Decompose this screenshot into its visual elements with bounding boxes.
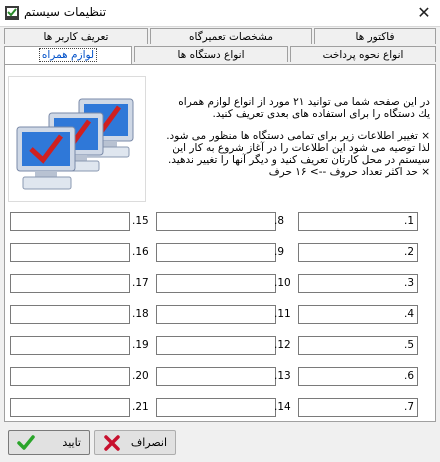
checkmark-icon [17, 434, 35, 452]
computers-check-icon [9, 77, 145, 201]
info-line: لذا توصیه می شود این اطلاعات را در آغاز شروع به کار این [172, 142, 430, 154]
accessory-field-21[interactable] [10, 398, 130, 417]
field-number-label: .19 [132, 339, 149, 351]
field-number-label: .5 [404, 339, 415, 351]
accessory-field-3[interactable] [298, 274, 418, 293]
info-line: يك دستگاه را برای استفاده های بعدی تعریف کنید. [212, 108, 430, 120]
field-number-label: .18 [132, 308, 149, 320]
accessory-field-20[interactable] [10, 367, 130, 386]
field-number-label: .7 [404, 401, 415, 413]
accessory-field-18[interactable] [10, 305, 130, 324]
field-number-label: .2 [404, 246, 415, 258]
field-number-label: .13 [274, 370, 291, 382]
accessory-field-12[interactable] [156, 336, 276, 355]
info-line: سیستم در محل کارتان تعریف کنید و دیگر آنها را تغییر ندهید. [167, 154, 430, 166]
tab-accessories[interactable]: لوازم همراه [4, 46, 132, 64]
field-number-label: .6 [404, 370, 415, 382]
accessory-field-7[interactable] [298, 398, 418, 417]
accessory-field-16[interactable] [10, 243, 130, 262]
tab-invoices[interactable]: فاکتور ها [314, 28, 436, 44]
field-number-label: .21 [132, 401, 149, 413]
accessory-field-15[interactable] [10, 212, 130, 231]
info-text [150, 96, 430, 178]
accessory-field-2[interactable] [298, 243, 418, 262]
ok-button[interactable]: تایید [8, 430, 90, 455]
field-number-label: .9 [274, 246, 285, 258]
field-number-label: .11 [274, 308, 291, 320]
field-number-label: .16 [132, 246, 149, 258]
accessory-field-13[interactable] [156, 367, 276, 386]
field-number-label: .3 [404, 277, 415, 289]
accessory-field-17[interactable] [10, 274, 130, 293]
accessory-field-6[interactable] [298, 367, 418, 386]
tab-define-users[interactable]: تعریف کاربر ها [4, 28, 148, 44]
accessory-field-14[interactable] [156, 398, 276, 417]
app-icon [4, 5, 20, 21]
close-icon[interactable]: ✕ [417, 3, 431, 22]
field-number-label: .8 [274, 215, 285, 227]
field-number-label: .15 [132, 215, 149, 227]
computers-illustration [8, 76, 146, 202]
field-number-label: .14 [274, 401, 291, 413]
field-number-label: .17 [132, 277, 149, 289]
accessory-field-9[interactable] [156, 243, 276, 262]
accessory-field-19[interactable] [10, 336, 130, 355]
accessory-field-10[interactable] [156, 274, 276, 293]
x-icon [103, 434, 121, 452]
info-line: × حد اکثر تعداد حروف --> ۱۶ حرف [268, 166, 430, 178]
field-number-label: .4 [404, 308, 415, 320]
tab-payment-types[interactable]: انواع نحوه پرداخت [290, 46, 436, 62]
field-number-label: .1 [404, 215, 415, 227]
window-title: تنظیمات سیستم [24, 5, 107, 19]
accessory-field-1[interactable] [298, 212, 418, 231]
accessory-field-11[interactable] [156, 305, 276, 324]
info-line: در این صفحه شما می توانید ۲۱ مورد از انواع لوازم همراه [178, 96, 430, 108]
info-line: × تغییر اطلاعات زیر برای تمامی دستگاه ها منظور می شود. [166, 130, 430, 142]
accessory-field-4[interactable] [298, 305, 418, 324]
field-number-label: .12 [274, 339, 291, 351]
field-number-label: .10 [274, 277, 291, 289]
cancel-button[interactable]: انصراف [94, 430, 176, 455]
tab-workshop-info[interactable]: مشخصات تعمیرگاه [150, 28, 312, 44]
tab-device-types[interactable]: انواع دستگاه ها [134, 46, 288, 62]
accessory-field-8[interactable] [156, 212, 276, 231]
accessory-field-5[interactable] [298, 336, 418, 355]
title-bar [0, 0, 440, 27]
field-number-label: .20 [132, 370, 149, 382]
